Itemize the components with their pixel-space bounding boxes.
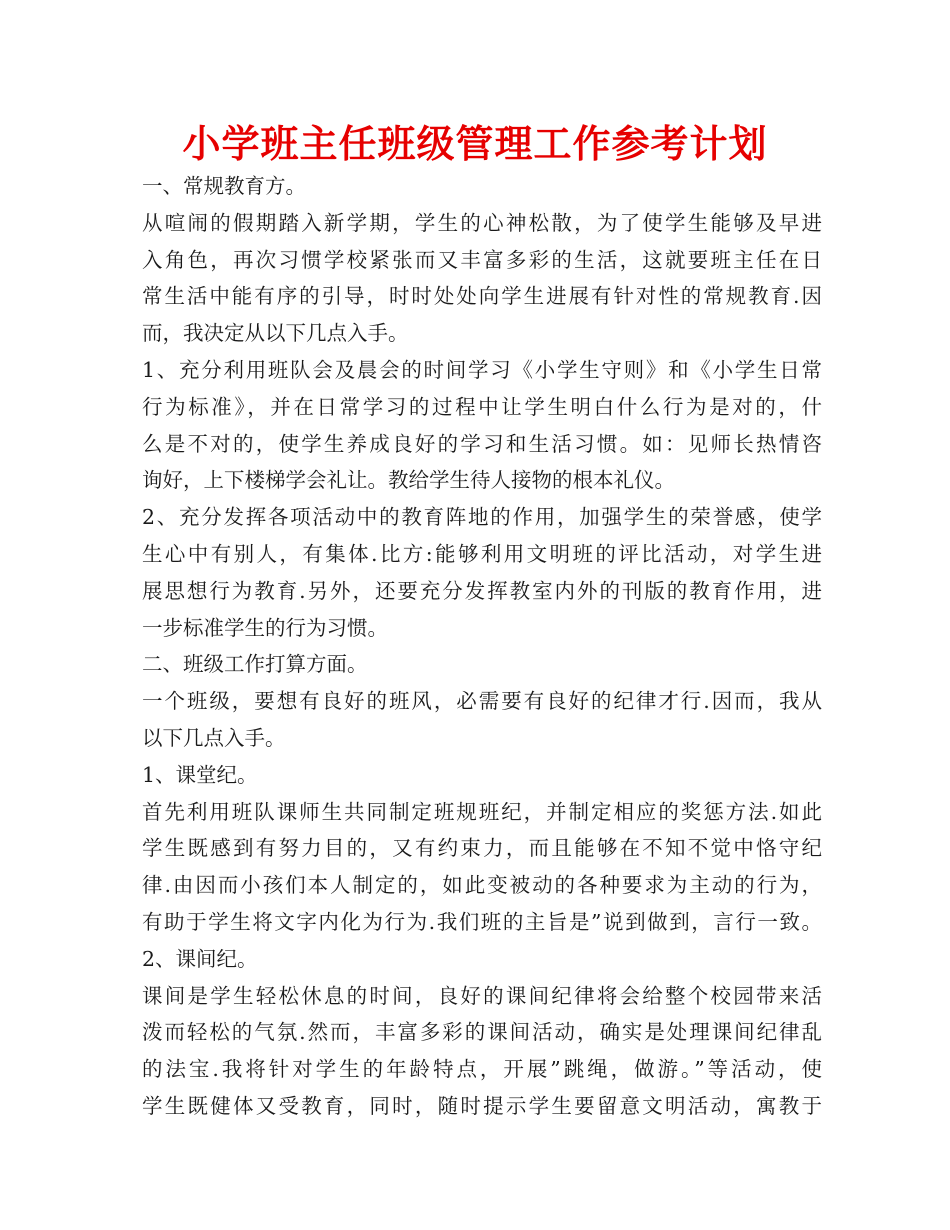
text-line: 展思想行为教育.另外，还要充分发挥教室内外的刊版的教育作用，进 [142,578,822,603]
text-line: 常生活中能有序的引导，时时处处向学生进展有针对性的常规教育.因 [142,284,822,309]
text-line: 而，我决定从以下几点入手。 [142,321,409,346]
text-line: 1、课堂纪。 [142,762,258,787]
text-line: 学生既健体又受教育，同时，随时提示学生要留意文明活动，寓教于 [142,1093,822,1118]
text-line: 一个班级，要想有良好的班风，必需要有良好的纪律才行.因而，我从 [142,689,822,714]
text-line: 询好，上下楼梯学会礼让。教给学生待人接物的根本礼仪。 [142,468,675,493]
text-line: 有助于学生将文字内化为行为.我们班的主旨是”说到做到，言行一致。 [142,909,822,934]
text-line: 一、常规教育方。 [142,174,306,198]
text-line: 泼而轻松的气氛.然而，丰富多彩的课间活动，确实是处理课间纪律乱 [142,1020,822,1045]
text-line: 行为标准》，并在日常学习的过程中让学生明白什么行为是对的，什 [142,394,822,419]
text-line: 课间是学生轻松休息的时间，良好的课间纪律将会给整个校园带来活 [142,983,822,1008]
text-line: 一步标准学生的行为习惯。 [142,615,388,640]
text-line: 2、课间纪。 [142,946,258,971]
text-line: 的法宝.我将针对学生的年龄特点，开展”跳绳，做游。”等活动，使 [142,1057,822,1082]
text-line: 2、充分发挥各项活动中的教育阵地的作用，加强学生的荣誉感，使学 [142,505,822,530]
page-title: 小学班主任班级管理工作参考计划 [182,121,768,166]
text-line: 么是不对的，使学生养成良好的学习和生活习惯。如：见师长热情咨 [142,431,822,456]
text-line: 生心中有别人，有集体.比方:能够利用文明班的评比活动，对学生进 [142,541,822,566]
text-line: 首先利用班队课师生共同制定班规班纪，并制定相应的奖惩方法.如此 [142,799,822,824]
text-line: 学生既感到有努力目的，又有约束力，而且能够在不知不觉中恪守纪 [142,836,822,861]
text-line: 从喧闹的假期踏入新学期，学生的心神松散，为了使学生能够及早进 [142,210,822,235]
text-line: 二、班级工作打算方面。 [142,652,368,677]
text-line: 律.由因而小孩们本人制定的，如此变被动的各种要求为主动的行为， [142,873,822,898]
text-line: 入角色，再次习惯学校紧张而又丰富多彩的生活，这就要班主任在日 [142,247,822,272]
document-body [142,168,822,1125]
text-line: 以下几点入手。 [142,725,286,750]
text-line: 1、充分利用班队会及晨会的时间学习《小学生守则》和《小学生日常 [142,357,822,382]
